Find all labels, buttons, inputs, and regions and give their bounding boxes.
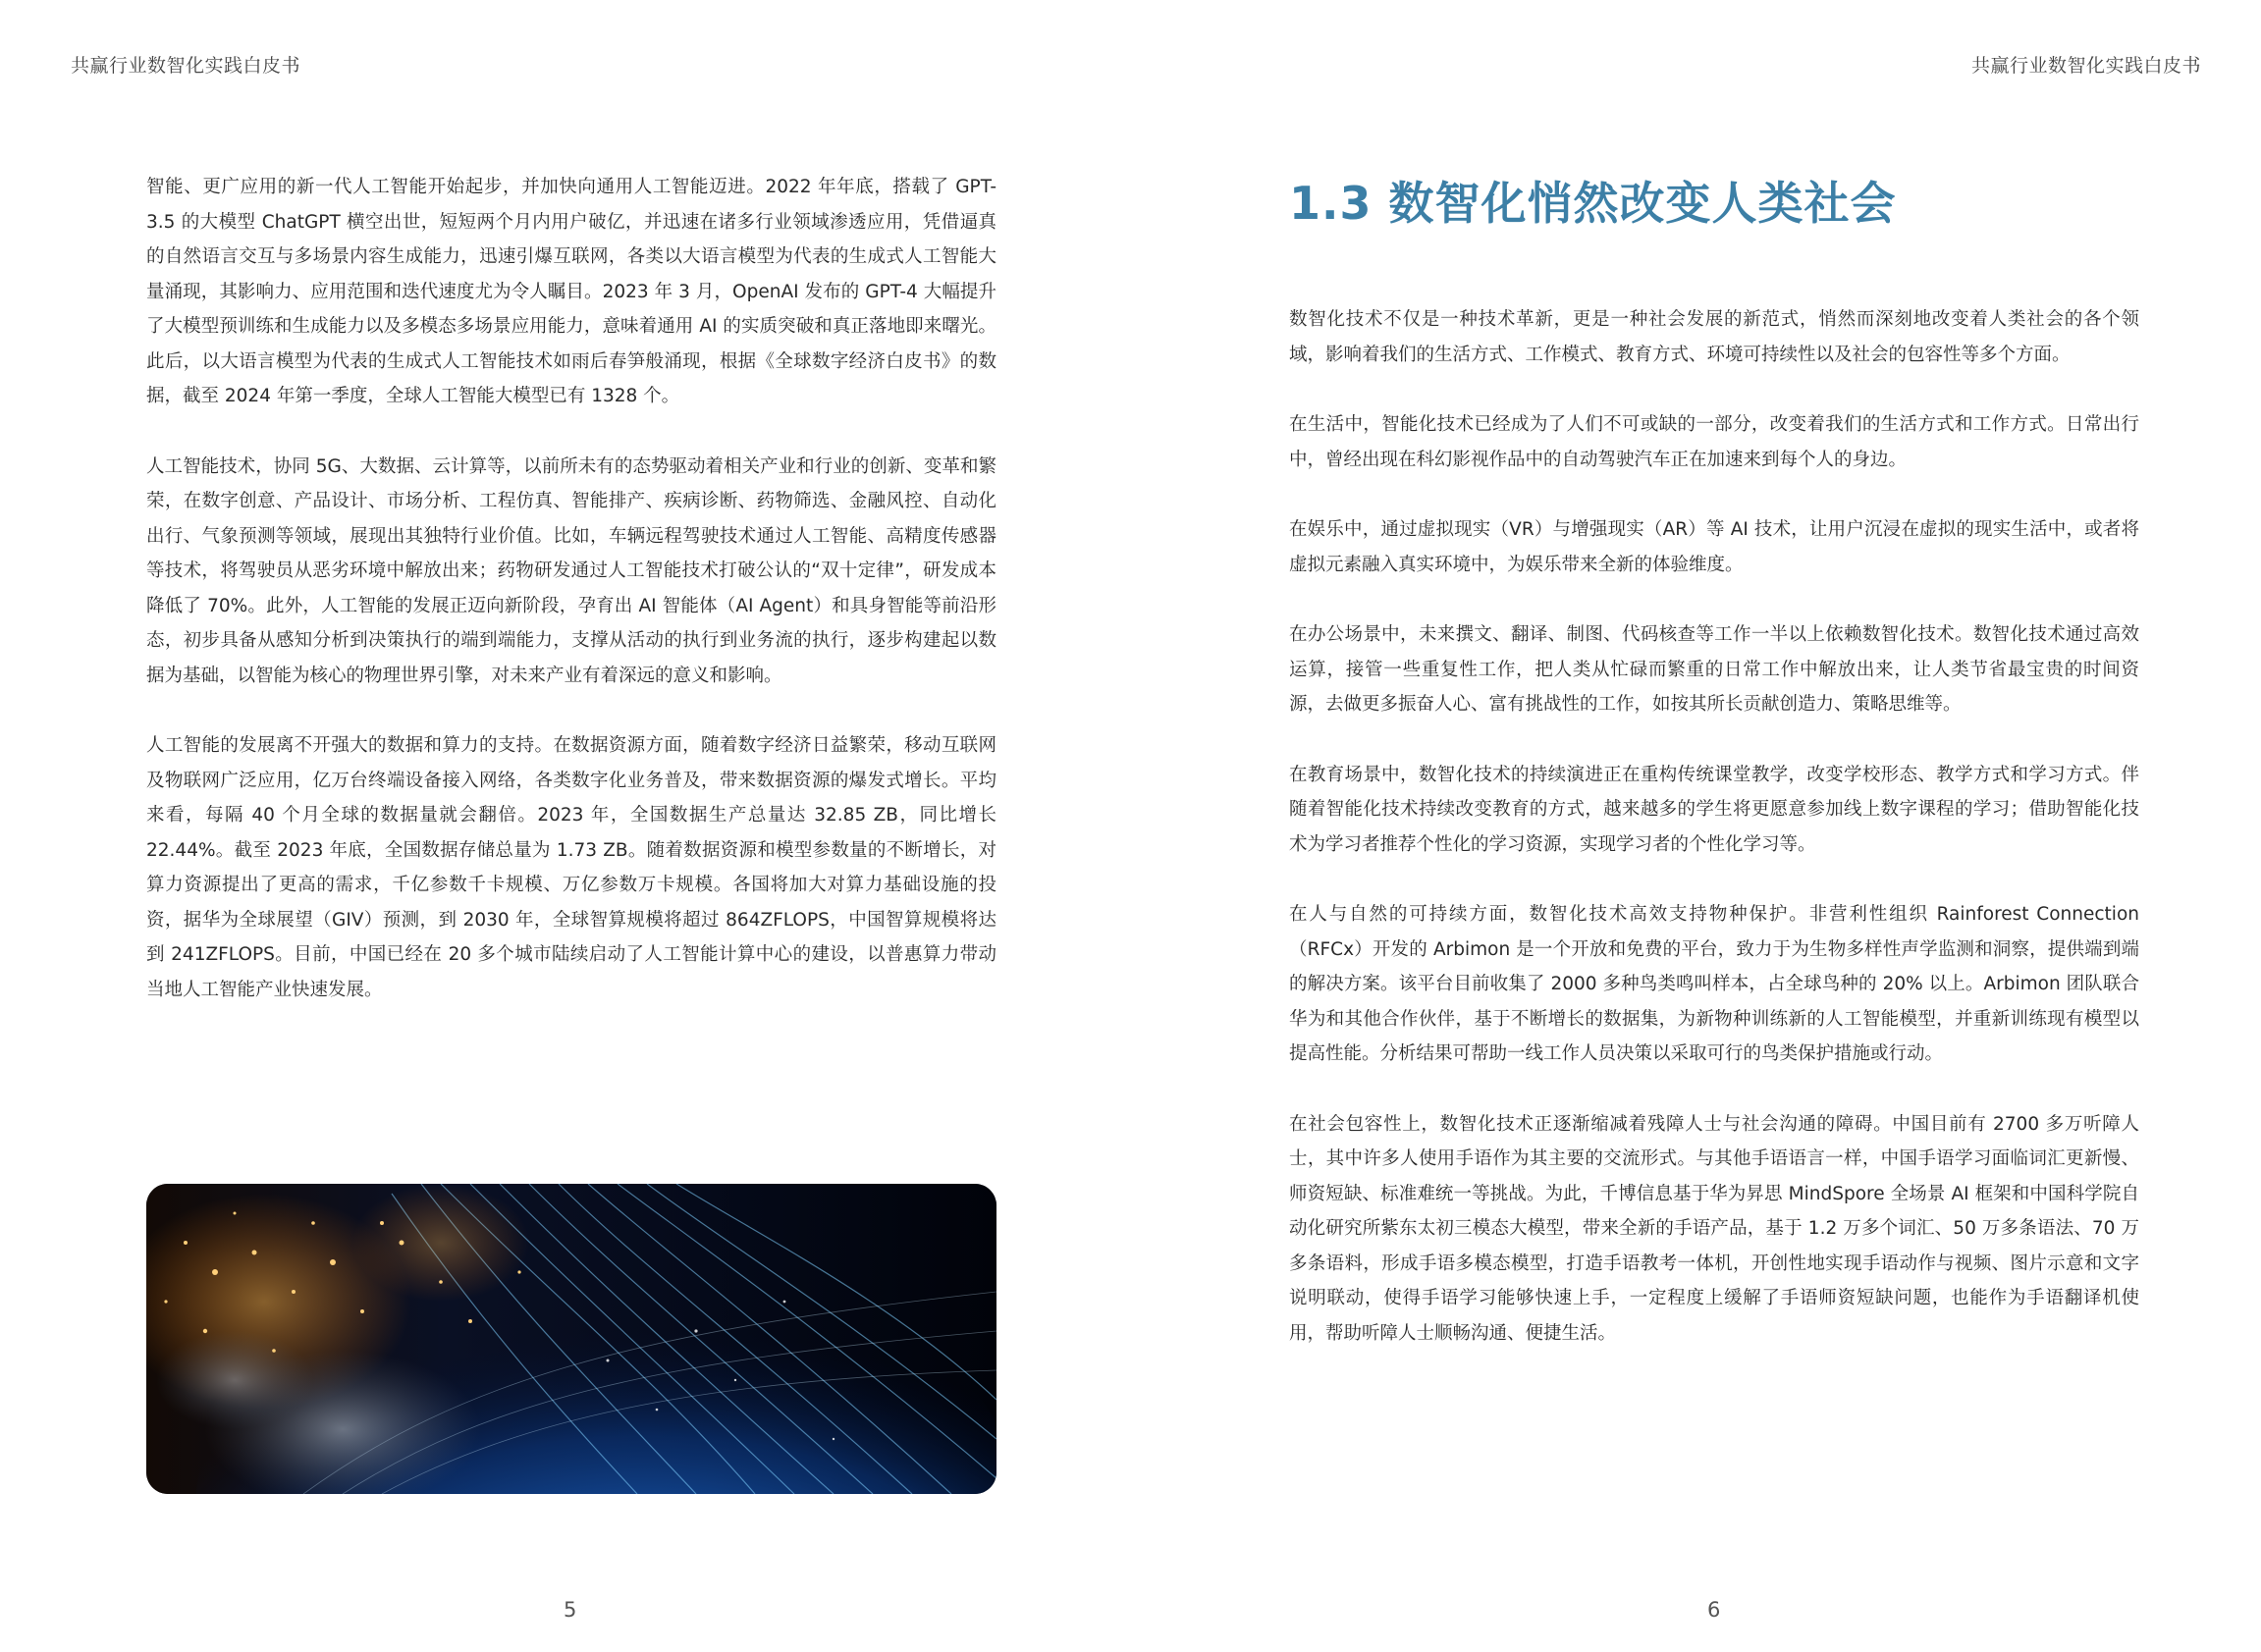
right-page [1131, 0, 2261, 1652]
running-header-right: 共赢行业数智化实践白皮书 [1970, 55, 2201, 77]
right-paragraph: 在人与自然的可持续方面，数智化技术高效支持物种保护。非营利性组织 Rainforest Connection（RFCx）开发的 Arbimon 是一个开放和免费的平台，致力于为生物多样性声学监测和洞察，提供端到端的解决方案。该平台目前收集了 2000 多种鸟类鸣叫样本，占全球鸟种的 20% 以上。Arbimon 团队联合华为和其他合作伙伴，基于不断增长的数据集，为新物种训练新的人工智能模型，并重新训练现有模型以提高性能。分析结果可帮助一线工作人员决策以采取可行的鸟类保护措施或行动。 [1289, 904, 2139, 1064]
right-paragraph: 在娱乐中，通过虚拟现实（VR）与增强现实（AR）等 AI 技术，让用户沉浸在虚拟的现实生活中，或者将虚拟元素融入真实环境中，为娱乐带来全新的体验维度。 [1289, 519, 2139, 575]
page-number-right: 6 [1707, 1598, 1721, 1622]
left-paragraph: 人工智能技术，协同 5G、大数据、云计算等，以前所未有的态势驱动着相关产业和行业的创新、变革和繁荣，在数字创意、产品设计、市场分析、工程仿真、智能排产、疾病诊断、药物筛选、金融风控、自动化出行、气象预测等领域，展现出其独特行业价值。比如，车辆远程驾驶技术通过人工智能、高精度传感器等技术，将驾驶员从恶劣环境中解放出来；药物研发通过人工智能技术打破公认的“双十定律”，研发成本降低了 70%。此外，人工智能的发展正迈向新阶段，孕育出 AI 智能体（AI Agent）和具身智能等前沿形态，初步具备从感知分析到决策执行的端到端能力，支撑从活动的执行到业务流的执行，逐步构建起以数据为基础，以智能为核心的物理世界引擎，对未来产业有着深远的意义和影响。 [146, 455, 996, 686]
right-paragraph: 在教育场景中，数智化技术的持续演进正在重构传统课堂教学，改变学校形态、教学方式和学习方式。伴随着智能化技术持续改变教育的方式，越来越多的学生将更愿意参加线上数字课程的学习；借助智能化技术为学习者推荐个性化的学习资源，实现学习者的个性化学习等。 [1289, 764, 2139, 855]
page-number-left: 5 [564, 1598, 577, 1622]
right-paragraph: 在生活中，智能化技术已经成为了人们不可或缺的一部分，改变着我们的生活方式和工作方式。日常出行中，曾经出现在科幻影视作品中的自动驾驶汽车正在加速来到每个人的身边。 [1289, 414, 2139, 470]
section-title: 1.3 数智化悄然改变人类社会 [1289, 177, 1897, 230]
left-page [0, 0, 1130, 1652]
running-header-left: 共赢行业数智化实践白皮书 [71, 55, 301, 77]
right-body-text [1289, 302, 2139, 1386]
left-body-text [146, 170, 996, 1042]
left-paragraph: 智能、更广应用的新一代人工智能开始起步，并加快向通用人工智能迈进。2022 年年底，搭载了 GPT-3.5 的大模型 ChatGPT 横空出世，短短两个月内用户破亿，并迅速在诸多行业领域渗透应用，凭借逼真的自然语言交互与多场景内容生成能力，迅速引爆互联网，各类以大语言模型为代表的生成式人工智能大量涌现，其影响力、应用范围和迭代速度尤为令人瞩目。2023 年 3 月，OpenAI 发布的 GPT-4 大幅提升了大模型预训练和生成能力以及多模态多场景应用能力，意味着通用 AI 的实质突破和真正落地即来曙光。此后，以大语言模型为代表的生成式人工智能技术如雨后春笋般涌现，根据《全球数字经济白皮书》的数据，截至 2024 年第一季度，全球人工智能大模型已有 1328 个。 [146, 177, 996, 406]
right-paragraph: 在社会包容性上，数智化技术正逐渐缩减着残障人士与社会沟通的障碍。中国目前有 2700 多万听障人士，其中许多人使用手语作为其主要的交流形式。与其他手语语言一样，中国手语学习面临词汇更新慢、师资短缺、标准难统一等挑战。为此，千博信息基于华为昇思 MindSpore 全场景 AI 框架和中国科学院自动化研究所紫东太初三模态大模型，带来全新的手语产品，基于 1.2 万多个词汇、50 万多条语法、70 万多条语料，形成手语多模态模型，打造手语教考一体机，开创性地实现手语动作与视频、图片示意和文字说明联动，使得手语学习能够快速上手，一定程度上缓解了手语师资短缺问题，也能作为手语翻译机使用，帮助听障人士顺畅沟通、便捷生活。 [1289, 1113, 2139, 1344]
left-paragraph: 人工智能的发展离不开强大的数据和算力的支持。在数据资源方面，随着数字经济日益繁荣，移动互联网及物联网广泛应用，亿万台终端设备接入网络，各类数字化业务普及，带来数据资源的爆发式增长。平均来看，每隔 40 个月全球的数据量就会翻倍。2023 年，全国数据生产总量达 32.85 ZB，同比增长 22.44%。截至 2023 年底，全国数据存储总量为 1.73 ZB。随着数据资源和模型参数量的不断增长，对算力资源提出了更高的需求，千亿参数千卡规模、万亿参数万卡规模。各国将加大对算力基础设施的投资，据华为全球展望（GIV）预测，到 2030 年，全球智算规模将超过 864ZFLOPS，中国智算规模将达到 241ZFLOPS。目前，中国已经在 20 多个城市陆续启动了人工智能计算中心的建设，以普惠算力带动当地人工智能产业快速发展。 [146, 735, 996, 1000]
right-paragraph: 在办公场景中，未来撰文、翻译、制图、代码核查等工作一半以上依赖数智化技术。数智化技术通过高效运算，接管一些重复性工作，把人类从忙碌而繁重的日常工作中解放出来，让人类节省最宝贵的时间资源，去做更多振奋人心、富有挑战性的工作，如按其所长贡献创造力、策略思维等。 [1289, 624, 2139, 715]
right-paragraph: 数智化技术不仅是一种技术革新，更是一种社会发展的新范式，悄然而深刻地改变着人类社会的各个领域，影响着我们的生活方式、工作模式、教育方式、环境可持续性以及社会的包容性等多个方面。 [1289, 309, 2139, 365]
earth-network-photo [146, 1184, 996, 1494]
